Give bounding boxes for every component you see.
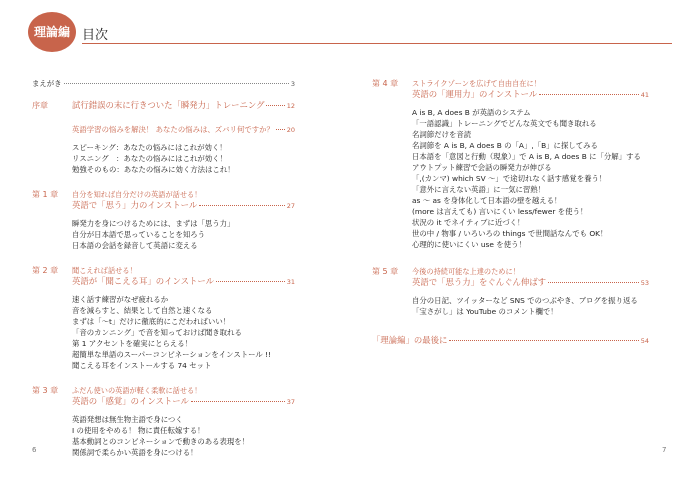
toc-page-number: 27 (286, 202, 295, 210)
toc-item: 「宝さがし」は YouTube のコメント欄で！ (412, 307, 558, 316)
chapter-subtitle: ふだん使いの英語が軽く柔軟に話せる！ (72, 386, 202, 395)
toc-page-number: 3 (290, 80, 295, 88)
toc-item: 「意外に言えない英語」に一気に習熟！ (412, 185, 546, 194)
leader-dots (266, 105, 284, 106)
toc-item: 「一語認識」トレーニングでどんな英文でも聞き取れる (412, 119, 597, 128)
chapter-number: 序章 (32, 101, 48, 110)
toc-item: 聞こえる耳をインストールする 74 セット (72, 361, 212, 370)
chapter-subtitle: ストライクゾーンを広げて自由自在に！ (412, 79, 541, 88)
toc-item: まずは「～t」だけに徹底的にこだわればいい！ (72, 317, 231, 326)
toc-item: 超簡単な単語のスーパーコンビネーションをインストール !! (72, 350, 272, 359)
toc-entry-title: 英語が「聞こえる耳」のインストール (72, 276, 214, 286)
toc-item: 「,(カンマ) which SV ～」で途切れなく話す感覚を養う！ (412, 174, 607, 183)
toc-item: 速く話す練習がなぜ疲れるか (72, 295, 169, 304)
toc-entry-title: 「理論編」の最後に (372, 335, 448, 345)
header-rule (82, 43, 672, 44)
page-number-right: 7 (662, 446, 667, 454)
toc-item-list (72, 218, 295, 251)
chapter-subtitle: 聞こえれば話せる！ (72, 266, 137, 275)
toc-chapter-3 (32, 385, 295, 458)
toc-item: リスニング ：あなたの悩みにはこれが効く！ (72, 154, 227, 163)
toc-page-number: 31 (286, 278, 295, 286)
toc-entry-chapter-1[interactable] (72, 200, 295, 212)
toc-item: 自分の日記、ツイッターなど SNS でのつぶやき、ブログを振り返る (412, 296, 638, 305)
toc-page-number: 37 (286, 398, 295, 406)
leader-dots (64, 83, 289, 84)
toc-entry-title: 英語学習の悩みを解決！ あなたの悩みは、ズバリ何ですか？ (72, 125, 274, 134)
leader-dots (449, 340, 638, 341)
toc-chapter-1 (32, 189, 295, 251)
page-title: 目次 (82, 28, 109, 43)
toc-item: 基本動詞とのコンビネーションで動きのある表現を！ (72, 437, 250, 446)
toc-item: 世の中 / 物事 / いろいろの things で世間話なんでも OK！ (412, 229, 608, 238)
chapter-subtitle: 自分を知れば自分だけの英語が話せる！ (72, 190, 202, 199)
toc-chapter-4 (372, 78, 649, 250)
toc-prologue (32, 100, 295, 112)
toc-item: 関係詞で柔らかい英語を身につける！ (72, 448, 198, 457)
toc-item: 名詞節だけを音読 (412, 130, 472, 139)
leader-dots (191, 401, 285, 402)
toc-entry-title: 英語で「思う」力のインストール (72, 200, 198, 210)
toc-prologue-section (72, 124, 295, 175)
toc-right-column (372, 78, 649, 347)
toc-chapter-5 (372, 266, 649, 317)
toc-item: I の使用をやめる！ 物に責任転嫁する！ (72, 426, 205, 435)
leader-dots (199, 205, 285, 206)
toc-item: スピーキング：あなたの悩みにはこれが効く！ (72, 143, 227, 152)
page-header (0, 0, 700, 50)
toc-page-number: 53 (640, 279, 649, 287)
toc-item-list (72, 142, 295, 175)
toc-entry-prologue[interactable] (72, 100, 295, 112)
toc-entry-intro[interactable] (32, 78, 295, 90)
chapter-number: 第 5 章 (372, 267, 399, 276)
section-badge: 理論編 (28, 12, 76, 52)
toc-page-number: 41 (640, 91, 649, 99)
toc-entry-title: まえがき (32, 79, 62, 88)
toc-item-list (412, 295, 649, 317)
chapter-number: 第 4 章 (372, 79, 399, 88)
toc-entry-chapter-3[interactable] (72, 396, 295, 408)
toc-item: (more は言えても) 言いにくい less/fewer を使う！ (412, 207, 588, 216)
toc-item: 状況の it でネイティブに近づく！ (412, 218, 525, 227)
toc-entry-chapter-2[interactable] (72, 276, 295, 288)
chapter-number: 第 2 章 (32, 266, 59, 275)
toc-item: 自分が日本語で思っていることを知ろう (72, 230, 206, 239)
toc-item: 日本語の会話を録音して英語に変える (72, 241, 198, 250)
toc-entry-final[interactable] (372, 335, 649, 347)
leader-dots (539, 94, 639, 95)
page-number-left: 6 (32, 446, 37, 454)
chapter-number: 第 1 章 (32, 190, 59, 199)
toc-item: 音を減らすと、結果として自然と速くなる (72, 306, 213, 315)
toc-page-number: 12 (286, 102, 295, 110)
toc-entry-title: 英語で「思う力」をぐんぐん伸ばす (412, 277, 546, 287)
toc-entry-title: 英語の「感覚」のインストール (72, 396, 189, 406)
toc-item: as ～ as を身体化して日本語の壁を越える！ (412, 196, 562, 205)
toc-entry-title: 試行錯誤の末に行きついた「瞬発力」トレーニング (72, 100, 265, 110)
toc-item: 勉強そのもの：あなたの悩みに効く方法はこれ！ (72, 165, 235, 174)
toc-item: 日本語を「意図と行動（現象）」で A is B, A does B に「分解」する (412, 152, 641, 161)
toc-item: 「音のカンニング」で音を知っておけば聞き取れる (72, 328, 242, 337)
toc-item: 第 1 アクセントを確実にとらえる！ (72, 339, 193, 348)
leader-dots (276, 129, 285, 130)
toc-item: 英語発想は無生物主語で身につく (72, 415, 183, 424)
chapter-subtitle: 今後の持続可能な上達のために！ (412, 267, 520, 276)
toc-chapter-2 (32, 265, 295, 371)
leader-dots (548, 282, 639, 283)
toc-left-column (32, 78, 295, 458)
toc-page-number: 20 (286, 126, 295, 134)
toc-item: A is B, A does B が英語のシステム (412, 108, 531, 117)
toc-page-number: 54 (640, 337, 649, 345)
toc-item-list (72, 414, 295, 458)
chapter-number: 第 3 章 (32, 386, 59, 395)
toc-entry-chapter-5[interactable] (412, 277, 649, 289)
toc-item: 瞬発力を身につけるためには、まずは「思う力」 (72, 219, 235, 228)
toc-item: 名詞節を A is B, A does B の「A」,「B」に探してみる (412, 141, 598, 150)
toc-entry-prologue-sub[interactable] (72, 124, 295, 136)
toc-item-list (72, 294, 295, 371)
toc-item: 心理的に使いにくい use を使う！ (412, 240, 526, 249)
toc-entry-chapter-4[interactable] (412, 89, 649, 101)
toc-entry-title: 英語の「運用力」のインストール (412, 89, 538, 99)
leader-dots (216, 281, 285, 282)
toc-item: アウトプット練習で会話の瞬発力が伸びる (412, 163, 552, 172)
toc-item-list (412, 107, 649, 250)
